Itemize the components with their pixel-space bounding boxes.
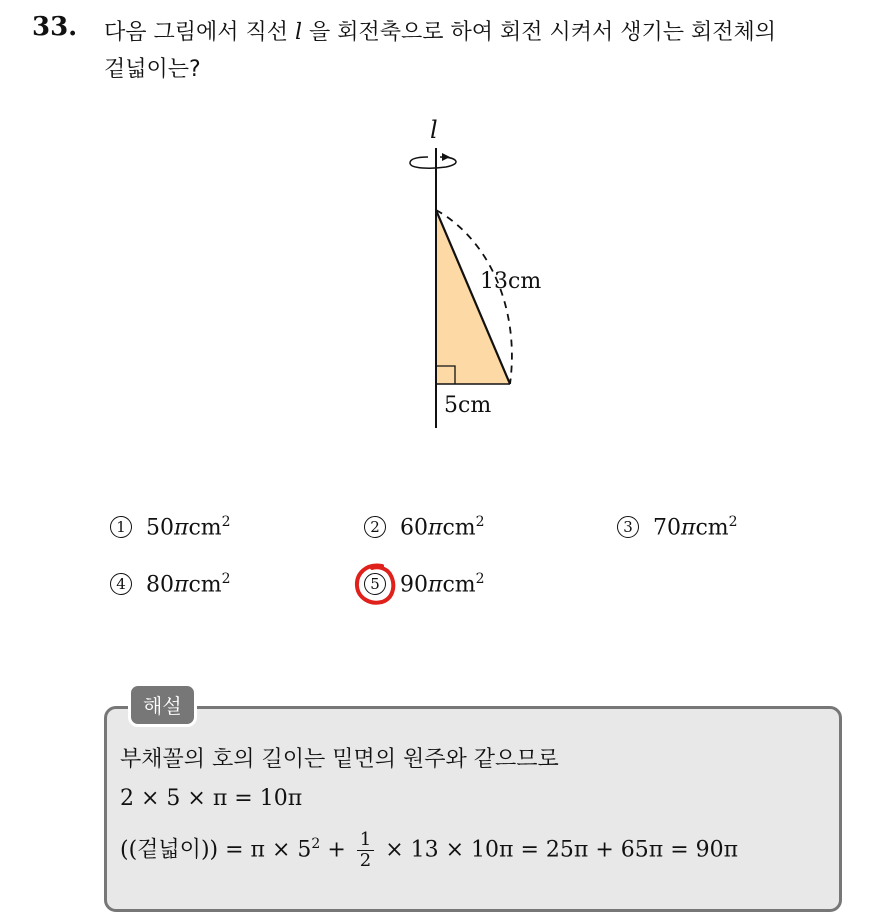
choice-4-exponent: 2	[221, 571, 231, 587]
question-number: 33.	[32, 12, 78, 42]
solution-line-1: 부채꼴의 호의 길이는 밑면의 원주와 같으므로	[120, 747, 559, 772]
slant-height-label: 13cm	[480, 269, 542, 294]
choice-1-pi: π	[174, 515, 189, 541]
solution-exponent: 2	[311, 836, 321, 853]
choice-4-number: 4	[110, 573, 132, 595]
choice-2-exponent: 2	[475, 514, 485, 530]
solution-surface-word: 겉넓이	[137, 837, 201, 863]
rotation-arrow-icon	[410, 157, 456, 168]
solution-fraction	[357, 830, 374, 871]
choice-3-unit: cm	[695, 515, 729, 541]
choice-2[interactable]	[364, 514, 485, 540]
choice-5-number: 5	[364, 573, 386, 595]
axis-label: l	[430, 116, 438, 144]
solution-eq-part2: × 13 × 10π = 25π + 65π = 90π	[378, 837, 739, 863]
solution-eq-part1: )) = π × 5	[200, 837, 312, 863]
choice-5-exponent: 2	[475, 571, 485, 587]
choice-4-value: 80	[146, 572, 174, 598]
solution-plus: +	[320, 837, 353, 863]
base-radius-label: 5cm	[444, 393, 492, 418]
fraction-numerator: 1	[357, 830, 374, 851]
choice-1-value: 50	[146, 515, 174, 541]
choice-3-value: 70	[653, 515, 681, 541]
choice-3-exponent: 2	[728, 514, 738, 530]
question-text-part2: 을 회전축으로 하여 회전 시켜서 생기는 회전체의	[302, 20, 777, 45]
solution-line-2: 2 × 5 × π = 10π	[120, 786, 303, 811]
choice-3-pi: π	[681, 515, 696, 541]
rotation-arrowhead-icon	[442, 153, 450, 161]
choice-4-pi: π	[174, 572, 189, 598]
choice-1[interactable]	[110, 514, 231, 540]
fraction-denominator: 2	[359, 850, 372, 871]
choice-1-exponent: 2	[221, 514, 231, 530]
choice-1-number: 1	[110, 516, 132, 538]
choice-4[interactable]	[110, 571, 231, 597]
question-text	[104, 14, 874, 88]
solution-paren-open: ((	[120, 837, 138, 863]
choice-5-unit: cm	[442, 572, 476, 598]
solution-tag: 해설	[128, 683, 197, 727]
choice-2-number: 2	[364, 516, 386, 538]
triangle-figure	[380, 110, 580, 440]
choice-3[interactable]	[617, 514, 738, 540]
choice-4-unit: cm	[188, 572, 222, 598]
choice-5-value: 90	[400, 572, 428, 598]
question-text-line2: 겉넓이는?	[104, 57, 201, 82]
choice-3-number: 3	[617, 516, 639, 538]
choice-2-unit: cm	[442, 515, 476, 541]
solution-line-3	[120, 830, 738, 871]
choice-1-unit: cm	[188, 515, 222, 541]
choice-2-pi: π	[428, 515, 443, 541]
question-text-part1: 다음 그림에서 직선	[104, 20, 295, 45]
choice-2-value: 60	[400, 515, 428, 541]
answer-circle-mark-icon	[352, 560, 400, 608]
axis-variable: l	[295, 20, 303, 45]
choice-5-pi: π	[428, 572, 443, 598]
